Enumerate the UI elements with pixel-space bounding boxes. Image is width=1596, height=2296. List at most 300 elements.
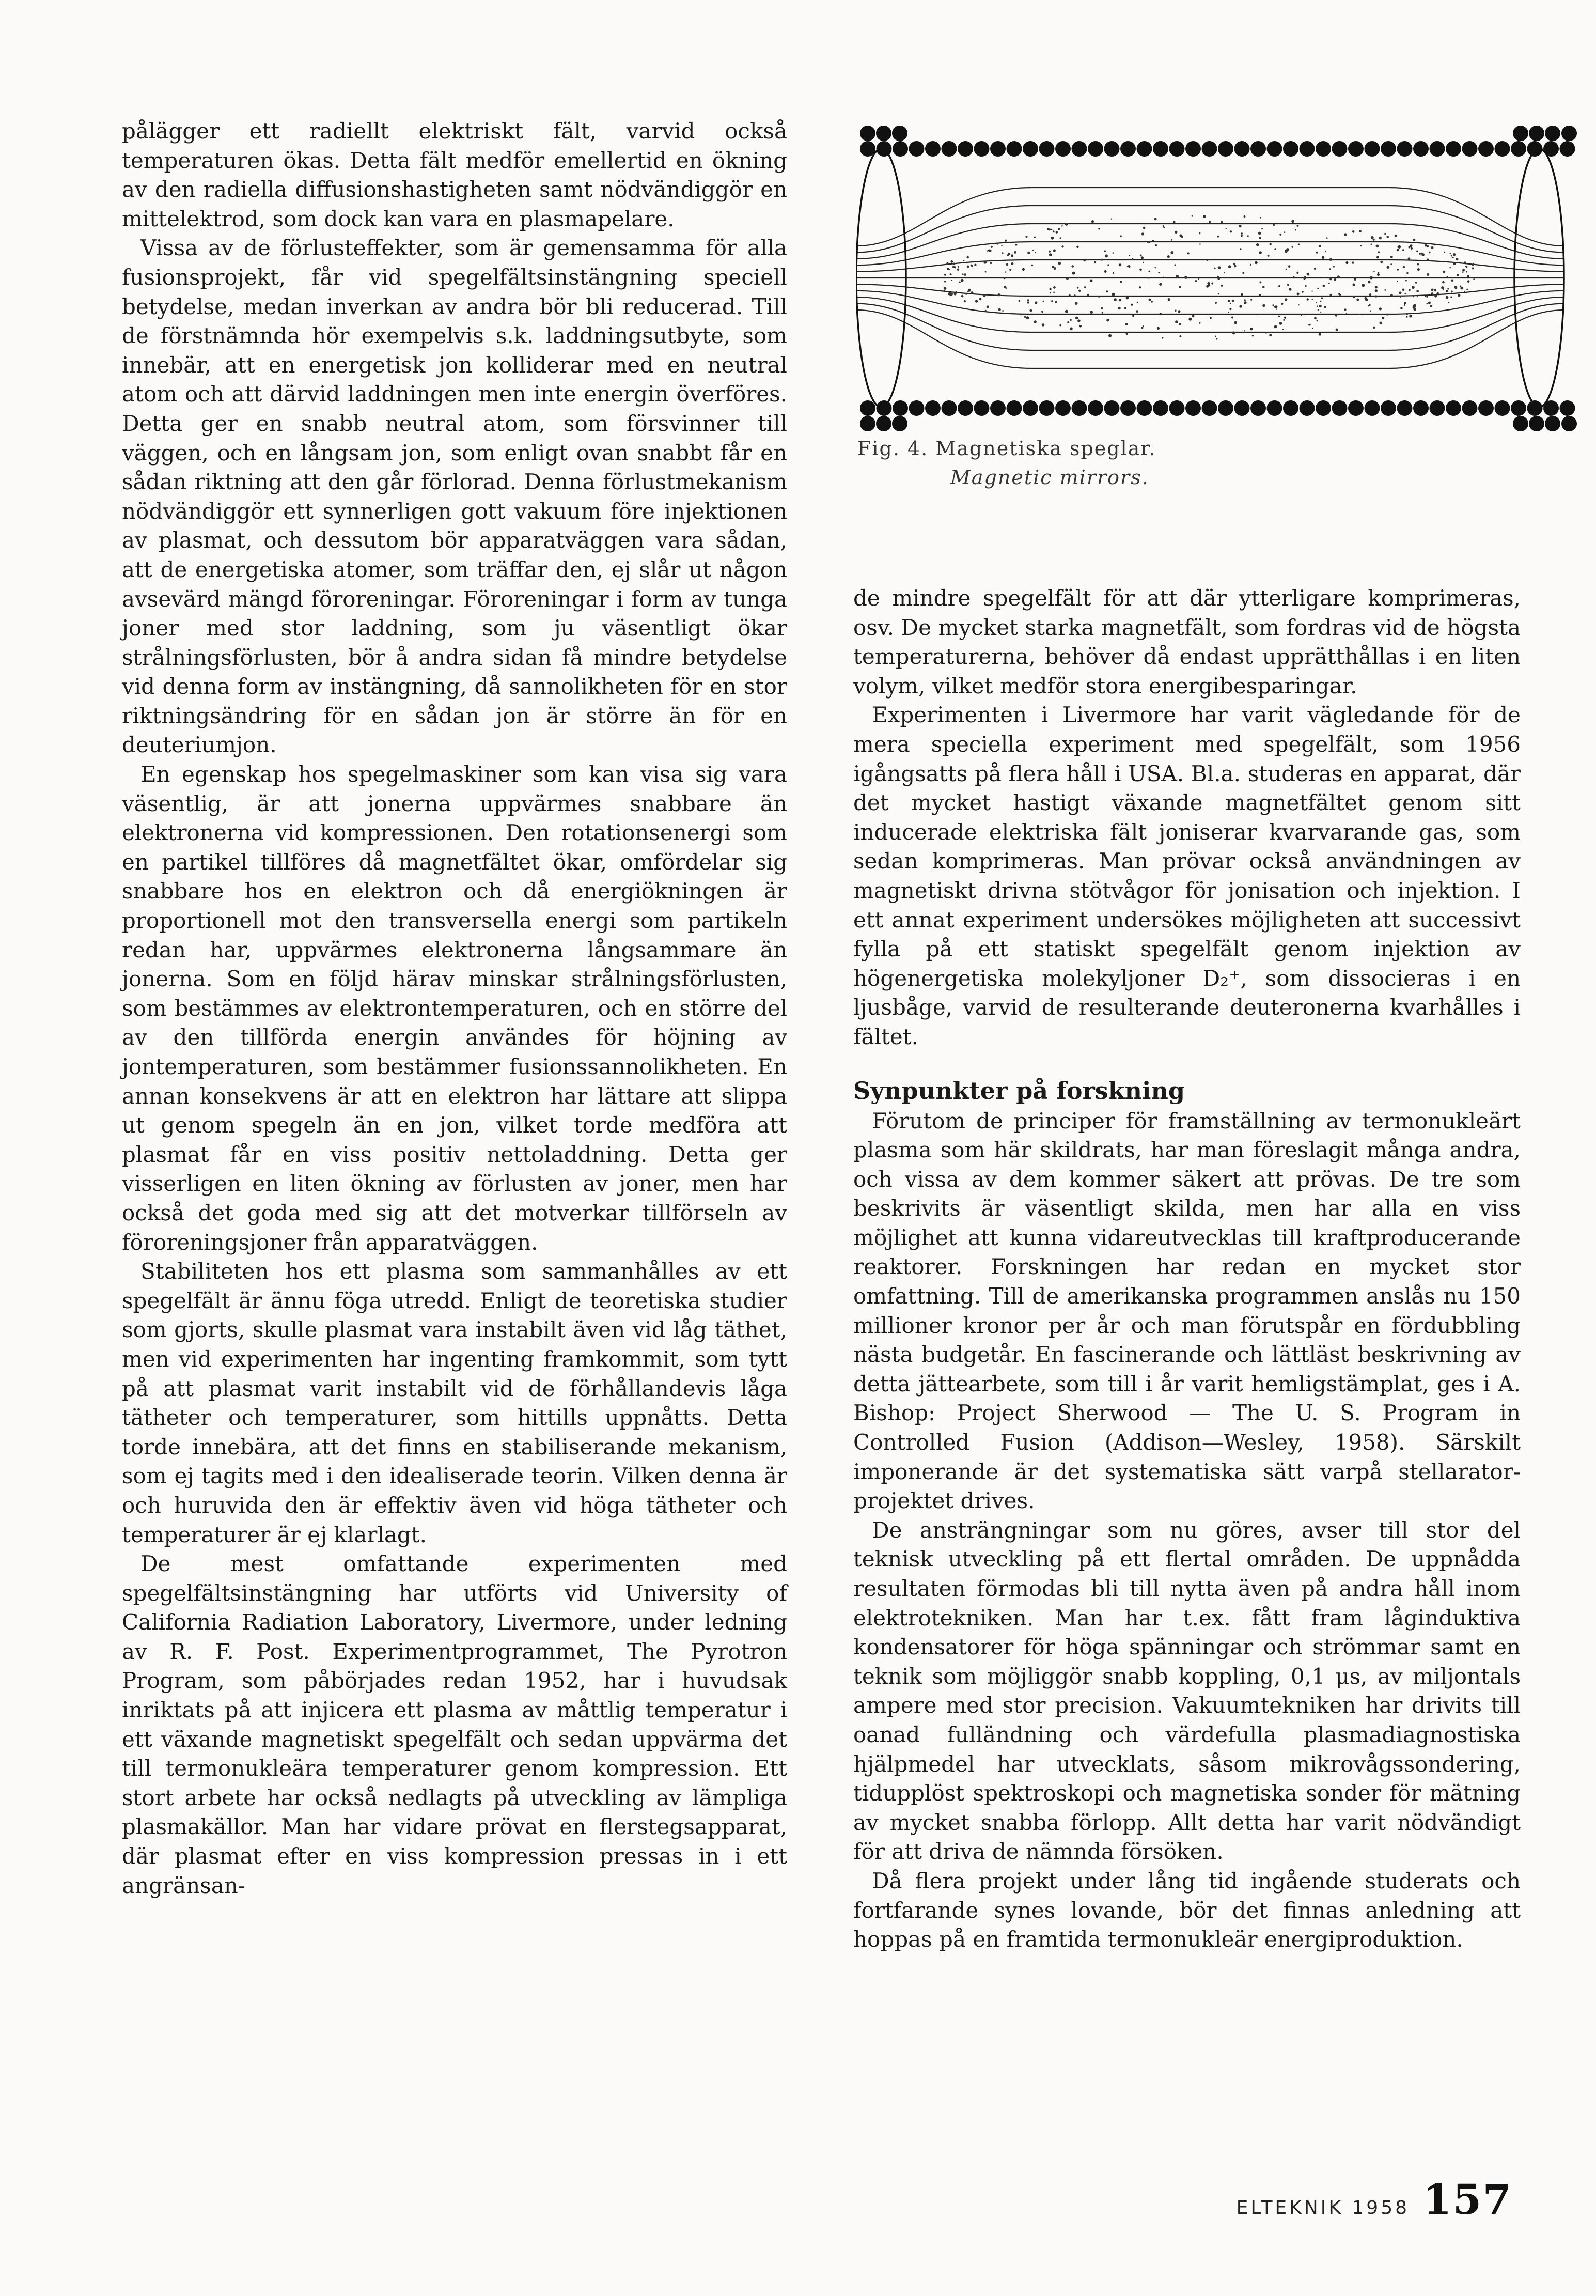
plasma-particle — [1447, 276, 1448, 278]
plasma-particle — [1431, 246, 1433, 249]
plasma-particle — [1376, 256, 1379, 259]
page-number: 157 — [1423, 2175, 1512, 2224]
plasma-particle — [1241, 235, 1243, 237]
plasma-particle — [1163, 225, 1164, 227]
plasma-particle — [1131, 304, 1133, 306]
coil-conductor — [1560, 400, 1575, 416]
plasma-particle — [1256, 243, 1259, 246]
plasma-particle — [1105, 254, 1108, 257]
plasma-particle — [967, 266, 969, 268]
plasma-particle — [1175, 310, 1176, 312]
coil-row-top — [860, 126, 1577, 157]
plasma-particle — [1079, 325, 1082, 328]
plasma-particle — [1320, 312, 1321, 313]
plasma-particle — [1464, 261, 1466, 264]
plasma-particle — [1344, 233, 1347, 236]
plasma-particle — [1328, 283, 1330, 284]
plasma-particle — [1141, 256, 1144, 259]
coil-conductor — [1413, 400, 1429, 416]
plasma-particle — [1071, 265, 1074, 268]
plasma-particle — [1094, 261, 1096, 263]
figure-caption — [857, 434, 1322, 492]
plasma-particle — [1140, 254, 1142, 256]
plasma-particle — [1453, 253, 1456, 256]
plasma-particle — [1239, 305, 1242, 308]
plasma-particle — [1160, 313, 1162, 315]
plasma-particle — [1047, 228, 1049, 230]
plasma-particle — [1362, 284, 1365, 287]
plasma-particle — [949, 269, 951, 270]
plasma-particle — [1187, 252, 1190, 254]
plasma-particle — [1329, 258, 1332, 261]
coil-conductor — [974, 141, 990, 157]
plasma-particle — [1274, 248, 1276, 250]
plasma-particle — [1158, 272, 1160, 274]
plasma-particle — [1319, 305, 1322, 307]
plasma-particle — [990, 262, 992, 264]
coil-conductor — [942, 141, 957, 157]
plasma-particle — [1087, 294, 1089, 297]
plasma-particle — [1124, 307, 1126, 309]
plasma-particle — [954, 293, 957, 296]
plasma-particle — [1430, 305, 1433, 307]
plasma-particle — [1239, 225, 1241, 227]
coil-conductor — [1529, 416, 1544, 431]
plasma-particle — [1281, 303, 1283, 305]
plasma-particle — [1195, 280, 1197, 282]
plasma-particle — [1004, 277, 1006, 279]
plasma-particle — [1259, 314, 1260, 315]
plasma-particle — [1058, 228, 1060, 230]
plasma-particle — [1098, 228, 1100, 229]
plasma-particle — [1155, 244, 1157, 246]
coil-conductor — [877, 400, 892, 416]
plasma-particle — [1192, 215, 1193, 217]
plasma-particle — [1199, 322, 1200, 324]
coil-conductor — [1430, 141, 1445, 157]
plasma-particle — [1108, 334, 1112, 337]
plasma-particle — [1241, 232, 1243, 235]
plasma-particle — [1448, 302, 1450, 304]
plasma-particle — [1061, 225, 1063, 227]
plasma-particle — [1352, 230, 1355, 233]
plasma-particle — [1390, 263, 1392, 265]
plasma-particle — [1198, 278, 1199, 280]
plasma-particle — [1132, 315, 1134, 317]
plasma-particle — [1141, 232, 1144, 235]
plasma-particle — [961, 295, 964, 298]
plasma-particle — [1451, 255, 1452, 257]
plasma-particle — [1412, 286, 1415, 289]
plasma-particle — [943, 290, 945, 292]
coil-conductor — [909, 141, 925, 157]
plasma-particle — [1395, 235, 1397, 237]
plasma-particle — [1259, 237, 1261, 239]
plasma-particle — [1433, 244, 1435, 246]
plasma-particle — [1409, 289, 1411, 291]
plasma-particle — [1324, 306, 1326, 308]
plasma-particle — [1111, 219, 1112, 220]
coil-conductor — [1104, 141, 1120, 157]
plasma-particle — [1120, 281, 1122, 283]
plasma-particle — [1368, 305, 1369, 307]
plasma-particle — [1413, 296, 1414, 297]
plasma-particle — [1417, 263, 1419, 266]
coil-conductor — [893, 400, 908, 416]
plasma-particle — [1043, 301, 1044, 302]
plasma-particle — [1442, 281, 1445, 284]
plasma-particle — [1104, 270, 1107, 273]
plasma-particle — [1336, 329, 1338, 331]
plasma-particle — [1065, 310, 1068, 313]
field-line — [856, 284, 1564, 296]
plasma-particle — [1316, 252, 1318, 254]
plasma-particle — [1370, 311, 1371, 312]
plasma-particle — [1129, 255, 1131, 257]
coil-conductor — [1072, 400, 1087, 416]
plasma-particle — [1059, 324, 1061, 327]
plasma-particle — [1312, 299, 1313, 300]
plasma-particle — [1176, 275, 1179, 278]
plasma-particle — [1112, 293, 1115, 296]
plasma-particle — [975, 300, 978, 302]
plasma-particle — [944, 281, 946, 282]
coil-conductor — [1169, 141, 1185, 157]
plasma-particle — [1434, 294, 1437, 297]
plasma-particle — [1279, 322, 1282, 325]
plasma-particle — [1074, 294, 1076, 296]
plasma-particle — [1221, 221, 1223, 223]
plasma-particle — [1360, 245, 1362, 246]
plasma-particle — [1004, 286, 1006, 289]
plasma-particle — [1405, 280, 1407, 282]
plasma-particle — [1242, 272, 1244, 274]
plasma-particle — [1216, 338, 1217, 339]
plasma-particle — [1232, 331, 1235, 334]
plasma-particle — [1113, 252, 1114, 254]
plasma-particle — [1321, 297, 1323, 299]
coil-conductor — [1348, 141, 1364, 157]
plasma-particle — [1250, 328, 1253, 331]
coil-conductor — [1545, 416, 1560, 431]
plasma-particle — [1275, 305, 1278, 308]
plasma-particle — [944, 274, 946, 276]
plasma-particle — [1053, 286, 1056, 289]
plasma-particle — [1032, 250, 1034, 251]
coil-conductor — [1234, 141, 1250, 157]
plasma-particle — [1006, 263, 1009, 266]
plasma-particle — [1101, 307, 1103, 309]
field-line — [856, 291, 1564, 314]
plasma-particle — [1042, 323, 1045, 327]
plasma-particle — [1311, 291, 1312, 292]
plasma-particle — [1261, 228, 1263, 229]
plasma-particle — [1425, 244, 1427, 247]
plasma-particle — [1278, 316, 1280, 317]
plasma-particle — [965, 293, 967, 295]
plasma-particle — [1384, 289, 1386, 291]
plasma-particle — [1303, 277, 1305, 280]
plasma-particle — [1230, 303, 1231, 304]
plasma-particle — [1075, 317, 1078, 319]
plasma-particle — [1333, 266, 1335, 268]
plasma-particle — [1305, 285, 1307, 287]
plasma-particle — [1426, 296, 1428, 298]
plasma-particle — [1258, 232, 1261, 235]
plasma-particle — [1051, 237, 1054, 240]
paragraph: Experimenten i Livermore har varit vägledande för de mera speciella experiment med spegelfält, som 1956 igångsatts på flera håll i USA. Bl.a. studeras en apparat, där det mycket hastigt växande magnetfältet genom sitt inducerade elektriska fält joniserar kvarvarande gas, som sedan komprimeras. Man prövar också användningen av magnetiskt drivna stötvågor för jonisation och injektion. I ett annat experiment undersökes möjligheten att successivt fylla på ett statiskt spegelfält genom injektion av högenergetiska molekyljoner D₂⁺, som dissocieras i en ljusbåge, varvid de resulterande deuteronerna kvarhålles i fältet. — [853, 702, 1521, 1049]
coil-conductor — [1529, 126, 1544, 141]
plasma-particle — [1473, 263, 1474, 265]
plasma-particle — [1429, 252, 1431, 254]
coil-conductor — [1007, 141, 1022, 157]
plasma-particle — [1365, 298, 1368, 301]
plasma-particle — [1001, 245, 1002, 246]
plasma-particle — [1284, 231, 1286, 233]
plasma-particle — [1416, 251, 1418, 253]
coil-conductor — [1397, 400, 1413, 416]
plasma-particle — [1101, 259, 1103, 261]
coil-conductor — [1072, 141, 1087, 157]
field-line — [856, 242, 1564, 265]
plasma-particle — [1269, 334, 1272, 336]
plasma-particle — [1386, 236, 1389, 238]
page-footer — [1237, 2175, 1512, 2222]
coil-conductor — [990, 141, 1006, 157]
plasma-particle — [1022, 268, 1025, 271]
plasma-particle — [1427, 258, 1429, 261]
coil-conductor — [876, 126, 891, 141]
plasma-particle — [1319, 333, 1321, 335]
plasma-particle — [1066, 277, 1069, 280]
plasma-particle — [1159, 283, 1162, 286]
plasma-particle — [1041, 311, 1043, 313]
plasma-particle — [991, 246, 993, 248]
plasma-particle — [1401, 277, 1403, 278]
coil-conductor — [1513, 416, 1528, 431]
plasma-particle — [1397, 269, 1399, 271]
plasma-particle — [1404, 304, 1405, 306]
coil-conductor — [1169, 400, 1185, 416]
plasma-particle — [958, 266, 959, 268]
coil-conductor — [1316, 400, 1331, 416]
plasma-particle — [974, 264, 976, 266]
plasma-particle — [979, 298, 982, 300]
plasma-particle — [1390, 256, 1393, 258]
plasma-particle — [1272, 304, 1274, 306]
plasma-particle — [1326, 237, 1328, 239]
plasma-particle — [966, 256, 969, 259]
plasma-particle — [1151, 301, 1153, 303]
plasma-particle — [1399, 292, 1402, 294]
plasma-particle — [1462, 271, 1464, 273]
plasma-particle — [1076, 246, 1079, 249]
plasma-particle — [1210, 317, 1212, 319]
plasma-particle — [1390, 241, 1392, 242]
coil-conductor — [1088, 141, 1103, 157]
plasma-particle — [1199, 232, 1200, 234]
plasma-particle — [1058, 262, 1061, 265]
plasma-particle — [1259, 281, 1261, 283]
paragraph: Vissa av de förlusteffekter, som är gemensamma för alla fusionsprojekt, får vid spegelfältsinstängning speciell betydelse, medan inverkan av andra bör bli reducerad. Till de förstnämnda hör exempelvis s.k. laddningsutbyte, som innebär, att en energetisk jon kolliderar med en neutral atom och att därvid laddningen men inte energin överföres. Detta ger en snabb neutral atom, som försvinner till väggen, och en långsam jon, som enligt ovan snabbt får en sådan riktning att den går förlorad. Denna förlustmekanism nödvändiggör ett synnerligen gott vakuum före injektionen av plasmat, och dessutom bör apparatväggen vara sådan, att de energetiska atomer, som träffar den, ej slår ut någon avsevärd mängd föroreningar. Föroreningar i form av tunga joner med stor laddning, som ju väsentligt ökar strålningsförlusten, bör å andra sidan få mindre betydelse vid denna form av instängning, då sannolikheten för en stor riktningsändring för en sådan jon är större än för en deuteriumjon. — [122, 235, 787, 758]
plasma-particle — [946, 262, 949, 265]
coil-conductor — [958, 400, 973, 416]
plasma-particle — [1406, 313, 1408, 315]
plasma-particle — [1175, 231, 1177, 234]
plasma-particle — [1049, 253, 1052, 256]
plasma-particle — [1055, 301, 1057, 303]
coil-conductor — [1561, 126, 1577, 141]
plasma-particle — [987, 305, 989, 308]
plasma-particle — [1359, 230, 1362, 232]
plasma-particle — [1370, 276, 1373, 280]
plasma-particle — [1456, 258, 1458, 260]
coil-conductor — [1365, 400, 1380, 416]
plasma-particle — [1400, 296, 1401, 297]
plasma-particle — [1199, 243, 1201, 245]
plasma-particle — [1297, 293, 1300, 296]
plasma-particle — [1184, 276, 1187, 279]
plasma-particle — [1218, 293, 1219, 295]
plasma-particle — [1228, 312, 1229, 313]
plasma-particle — [1467, 280, 1470, 283]
plasma-particle — [1317, 288, 1319, 289]
plasma-particle — [1139, 269, 1142, 271]
plasma-particle — [1458, 294, 1460, 297]
plasma-particle — [1379, 307, 1382, 310]
plasma-particle — [1119, 299, 1121, 301]
plasma-particle — [953, 263, 955, 265]
plasma-particle — [1454, 286, 1458, 289]
paragraph: de mindre spegelfält för att där ytterligare komprimeras, osv. De mycket starka magnetfält, som fordras vid de högsta temperaturerna, behöver då endast upprätthållas i en liten volym, vilket medför stora energibesparingar. — [853, 585, 1521, 699]
plasma-particle — [1056, 231, 1058, 234]
plasma-particle — [1450, 253, 1451, 254]
plasma-particle — [1450, 296, 1452, 298]
coil-conductor — [1332, 141, 1348, 157]
plasma-particle — [1067, 321, 1069, 323]
plasma-particle — [1148, 271, 1150, 272]
plasma-particle — [1034, 320, 1037, 323]
plasma-particle — [1431, 289, 1434, 291]
plasma-particle — [1098, 296, 1100, 298]
plasma-particle — [1179, 323, 1181, 325]
plasma-particle — [1397, 281, 1398, 282]
plasma-particle — [1273, 224, 1275, 226]
plasma-particle — [998, 293, 1000, 296]
field-line — [856, 260, 1564, 272]
plasma-particle — [1417, 296, 1418, 297]
plasma-particle — [1206, 285, 1209, 288]
plasma-particle — [1323, 277, 1325, 278]
plasma-particle — [1425, 296, 1427, 297]
coil-conductor — [892, 416, 907, 431]
plasma-particle — [1421, 253, 1422, 254]
plasma-particle — [1244, 330, 1245, 331]
coil-conductor — [1137, 141, 1152, 157]
plasma-particle — [1467, 275, 1469, 277]
plasma-particle — [1380, 261, 1383, 263]
plasma-particle — [1027, 301, 1029, 303]
plasma-particle — [964, 273, 966, 276]
plasma-particle — [1090, 280, 1092, 282]
plasma-particle — [1211, 283, 1213, 285]
coil-conductor — [1300, 141, 1315, 157]
plasma-particle — [1079, 290, 1081, 292]
plasma-particle — [1106, 319, 1109, 322]
plasma-particle — [1378, 251, 1380, 253]
plasma-particle — [1446, 290, 1448, 292]
plasma-particle — [1384, 233, 1386, 235]
plasma-particle — [1119, 263, 1121, 266]
paragraph: De mest omfattande experimenten med spegelfältsinstängning har utförts vid University of California Radiation Laboratory, Livermore, under ledning av R. F. Post. Experimentprogrammet, The Pyrotron Program, som påbörjades redan 1952, har i huvudsak inriktats på att injicera ett plasma av måttlig temperatur i ett växande magnetiskt spegelfält och sedan uppvärma det till termonukleära temperaturer genom kompression. Ett stort arbete har också nedlagts på utveckling av lämpliga plasmakällor. Man har vidare prövat en flerstegsapparat, där plasmat efter en viss kompression pressas in i ett angränsan- — [122, 1551, 787, 1898]
plasma-particle — [1234, 321, 1237, 324]
plasma-particle — [1232, 300, 1234, 302]
plasma-particle — [1375, 289, 1378, 292]
plasma-particle — [1390, 294, 1393, 297]
plasma-particle — [1157, 327, 1160, 330]
plasma-particle — [1125, 323, 1128, 325]
journal-name: ELTEKNIK 1958 — [1236, 2197, 1410, 2219]
plasma-particle — [1065, 223, 1068, 226]
plasma-particle — [1406, 316, 1407, 317]
plasma-particle — [1127, 266, 1129, 267]
plasma-particle — [1449, 267, 1451, 269]
plasma-particle — [1317, 306, 1318, 307]
plasma-particle — [1069, 294, 1071, 297]
plasma-particle — [1152, 240, 1154, 242]
plasma-particle — [1077, 287, 1079, 289]
coil-conductor — [1495, 141, 1510, 157]
plasma-particle — [1029, 309, 1032, 312]
coil-conductor — [1478, 141, 1494, 157]
plasma-particle — [1217, 236, 1219, 238]
plasma-particle — [1289, 288, 1291, 290]
plasma-particle — [1260, 294, 1261, 295]
plasma-particle — [1413, 239, 1415, 241]
coil-row-bottom — [860, 400, 1577, 431]
plasma-particle — [1221, 285, 1223, 287]
plasma-particle — [1035, 252, 1036, 254]
plasma-particle — [1466, 266, 1467, 268]
plasma-particle — [1285, 298, 1287, 301]
plasma-particle — [1207, 282, 1210, 285]
plasma-particle — [1452, 257, 1454, 258]
plasma-particle — [1379, 237, 1382, 240]
plasma-particle — [1270, 243, 1272, 245]
paragraph: Stabiliteten hos ett plasma som sammanhålles av ett spegelfält är ännu föga utredd. Enligt de teoretiska studier som gjorts, skulle plasmat vara instabilt även vid låg täthet, men vid experimenten har ingenting framkommit, som tytt på att plasmat varit instabilt vid de förhållandevis låga tätheter och temperaturer, som hittills uppnåtts. Detta torde innebära, att det finns en stabiliserande mekanism, som ej tagits med i den idealiserade teorin. Vilken denna är och huruvida den är effektiv även vid höga tätheter och temperaturer är ej klarlagt. — [122, 1259, 787, 1547]
plasma-particle — [1337, 275, 1340, 278]
plasma-particle — [1053, 291, 1055, 293]
coil-conductor — [1023, 400, 1038, 416]
plasma-particle — [1397, 246, 1399, 247]
plasma-particle — [1020, 314, 1022, 316]
plasma-particle — [1295, 229, 1296, 231]
plasma-particle — [1234, 265, 1237, 268]
plasma-particle — [1302, 291, 1304, 293]
plasma-particle — [1403, 266, 1405, 268]
plasma-particle — [1255, 261, 1258, 265]
paragraph: Förutom de principer för framställning av termonukleärt plasma som här skildrats, har man föreslagit många andra, och vissa av dem kommer säkert att prövas. De tre som beskrivits är väsentligt skilda, men har alla en viss möjlighet att kunna vidareutvecklas till kraftproducerande reaktorer. Forskningen har redan en mycket stor omfattning. Till de amerikanska programmen anslås nu 150 millioner kronor per år och man förutspår en fördubbling nästa budgetår. En fascinerande och lättläst beskrivning av detta jättearbete, som till i år varit hemligstämplat, ges i A. Bishop: Project Sherwood — The U. S. Program in Controlled Fusion (Addison—Wesley, 1958). Särskilt imponerande är det systematiska sätt varpå stellarator-projektet drives. — [853, 1108, 1521, 1514]
right-column — [853, 584, 1521, 1954]
plasma-particle — [1427, 303, 1428, 304]
plasma-particle — [1120, 235, 1122, 237]
plasma-particle — [1002, 252, 1003, 254]
plasma-particle — [1139, 286, 1141, 288]
plasma-particle — [1371, 236, 1374, 239]
coil-conductor — [1039, 400, 1055, 416]
plasma-particle — [1106, 290, 1108, 292]
coil-conductor — [1381, 400, 1396, 416]
